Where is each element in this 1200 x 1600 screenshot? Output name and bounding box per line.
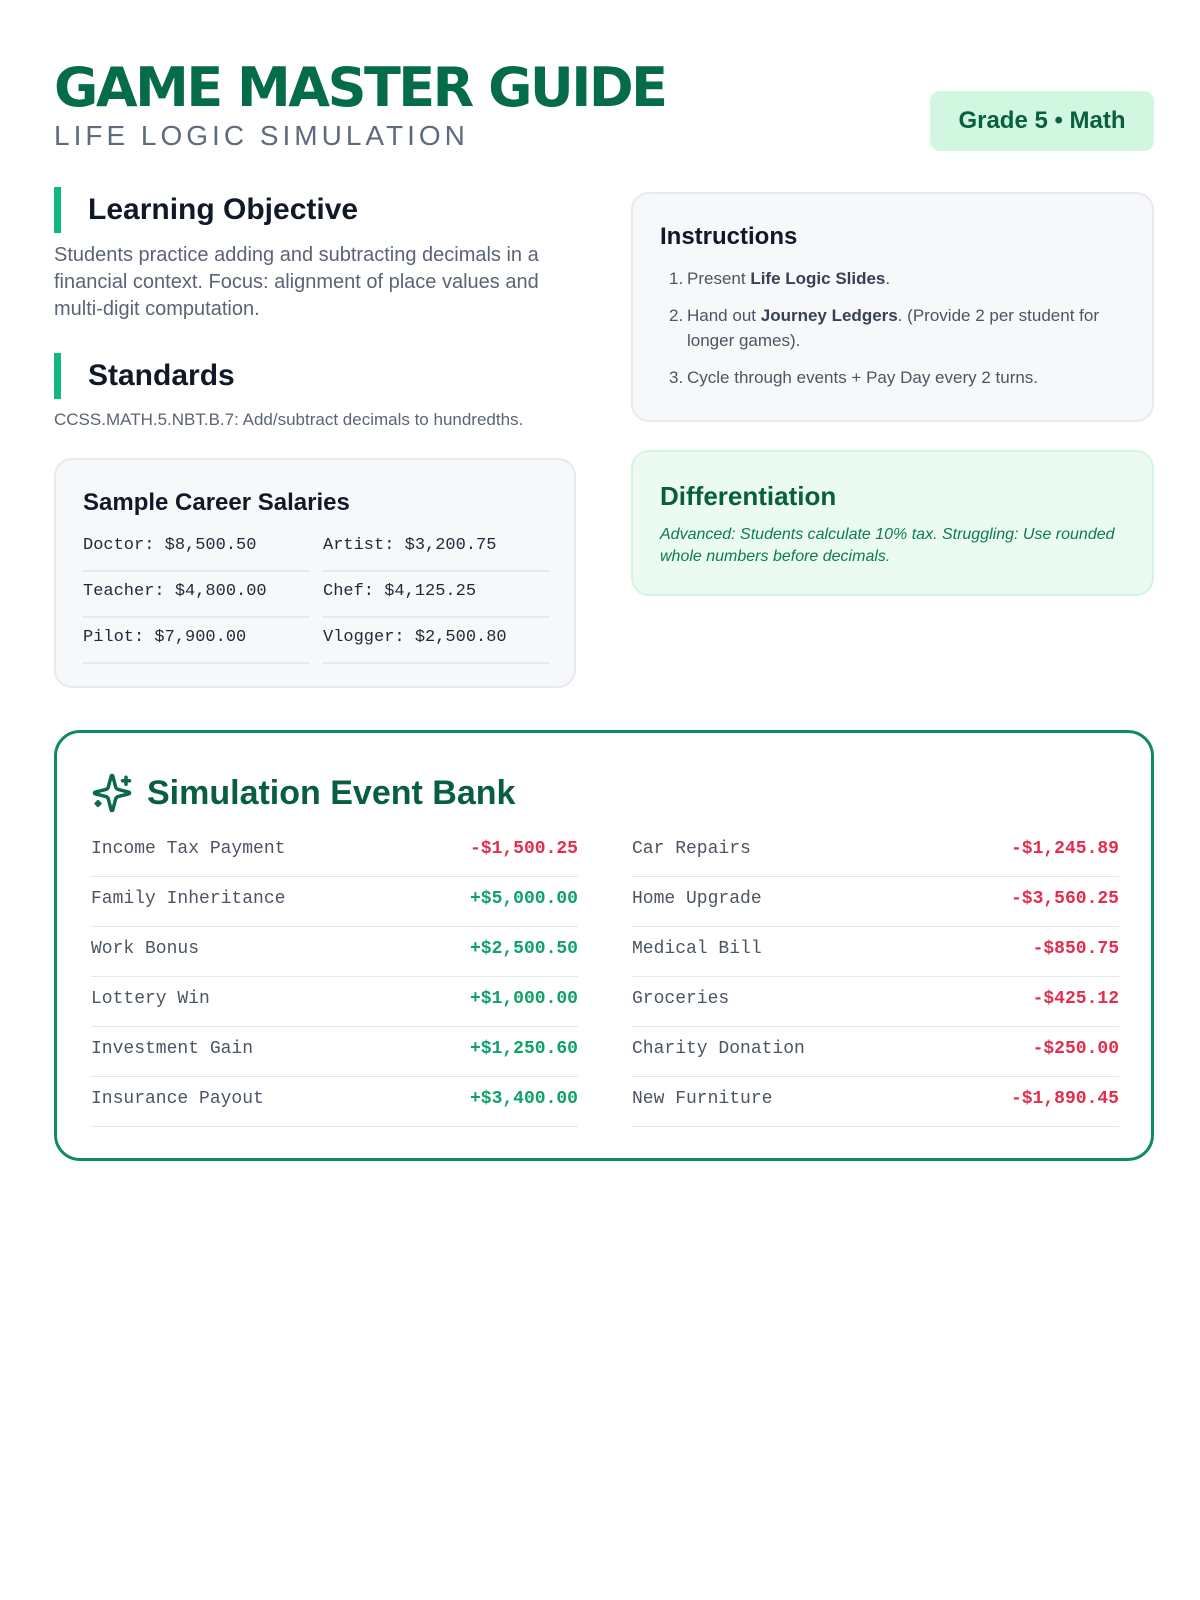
event-name: Home Upgrade xyxy=(632,889,762,909)
instruction-item xyxy=(660,303,1125,353)
event-name: Work Bonus xyxy=(91,939,200,959)
event-amount: -$425.12 xyxy=(1032,989,1119,1009)
learning-objective-heading: Learning Objective xyxy=(54,187,574,233)
standards-text: CCSS.MATH.5.NBT.B.7: Add/subtract decimals to hundredths. xyxy=(54,410,524,429)
instruction-number: 1. xyxy=(669,269,684,288)
event-row xyxy=(632,1027,1119,1077)
event-amount: -$250.00 xyxy=(1032,1039,1119,1059)
event-amount: -$1,245.89 xyxy=(1010,839,1119,859)
event-column-left xyxy=(91,827,578,1127)
learning-objective-text: Students practice adding and subtracting decimals in a financial context. Focus: alignment of place values and multi-digit computation. xyxy=(54,244,539,320)
event-name: Charity Donation xyxy=(632,1039,805,1059)
event-bank-header xyxy=(91,769,1117,817)
salary-item: Artist: $3,200.75 xyxy=(323,526,549,572)
event-row xyxy=(91,927,578,977)
event-amount: +$1,250.60 xyxy=(469,1039,578,1059)
page-subtitle: LIFE LOGIC SIMULATION xyxy=(54,120,469,151)
simulation-event-bank xyxy=(54,730,1154,1161)
event-amount: +$3,400.00 xyxy=(469,1089,578,1109)
career-salaries-grid xyxy=(83,526,547,664)
event-row xyxy=(632,877,1119,927)
differentiation-title: Differentiation xyxy=(660,481,837,511)
instruction-number: 3. xyxy=(669,368,684,387)
instructions-list xyxy=(660,266,1125,390)
career-salaries-title: Sample Career Salaries xyxy=(83,489,350,516)
event-name: Medical Bill xyxy=(632,939,762,959)
instruction-text: Hand out Journey Ledgers. (Provide 2 per student for longer games). xyxy=(687,306,1100,350)
event-row xyxy=(91,827,578,877)
event-name: Family Inheritance xyxy=(91,889,286,909)
event-row xyxy=(632,827,1119,877)
career-salaries-card xyxy=(54,458,576,688)
event-row xyxy=(632,927,1119,977)
event-amount: -$1,890.45 xyxy=(1010,1089,1119,1109)
salary-item: Pilot: $7,900.00 xyxy=(83,618,309,664)
event-amount: +$5,000.00 xyxy=(469,889,578,909)
event-bank-title: Simulation Event Bank xyxy=(147,774,516,812)
event-row xyxy=(91,1077,578,1127)
event-name: Car Repairs xyxy=(632,839,751,859)
standards-heading: Standards xyxy=(54,353,574,399)
salary-item: Doctor: $8,500.50 xyxy=(83,526,309,572)
instruction-item xyxy=(660,365,1125,390)
event-name: Income Tax Payment xyxy=(91,839,286,859)
instruction-text: Present Life Logic Slides. xyxy=(687,269,891,288)
event-row xyxy=(632,977,1119,1027)
event-amount: -$1,500.25 xyxy=(469,839,578,859)
event-name: Investment Gain xyxy=(91,1039,254,1059)
instruction-text: Cycle through events + Pay Day every 2 turns. xyxy=(687,368,1039,387)
instructions-title: Instructions xyxy=(660,223,798,250)
event-name: Groceries xyxy=(632,989,730,1009)
differentiation-text: Advanced: Students calculate 10% tax. Struggling: Use rounded whole numbers before decimals. xyxy=(660,526,1115,565)
salary-item: Chef: $4,125.25 xyxy=(323,572,549,618)
event-name: New Furniture xyxy=(632,1089,773,1109)
event-row xyxy=(632,1077,1119,1127)
instructions-card xyxy=(631,192,1154,422)
event-name: Lottery Win xyxy=(91,989,210,1009)
instruction-item xyxy=(660,266,1125,291)
event-column-right xyxy=(632,827,1119,1127)
salary-item: Teacher: $4,800.00 xyxy=(83,572,309,618)
grade-badge: Grade 5 • Math xyxy=(930,91,1154,151)
event-amount: +$1,000.00 xyxy=(469,989,578,1009)
sparkles-icon xyxy=(91,772,133,814)
event-row xyxy=(91,1027,578,1077)
event-row xyxy=(91,877,578,927)
event-amount: +$2,500.50 xyxy=(469,939,578,959)
event-amount: -$3,560.25 xyxy=(1010,889,1119,909)
page-header xyxy=(54,58,1154,158)
event-amount: -$850.75 xyxy=(1032,939,1119,959)
page-title: GAME MASTER GUIDE xyxy=(54,56,666,119)
instruction-number: 2. xyxy=(669,306,684,325)
salary-item: Vlogger: $2,500.80 xyxy=(323,618,549,664)
differentiation-card xyxy=(631,450,1154,596)
event-name: Insurance Payout xyxy=(91,1089,264,1109)
event-row xyxy=(91,977,578,1027)
event-grid xyxy=(91,827,1117,1127)
